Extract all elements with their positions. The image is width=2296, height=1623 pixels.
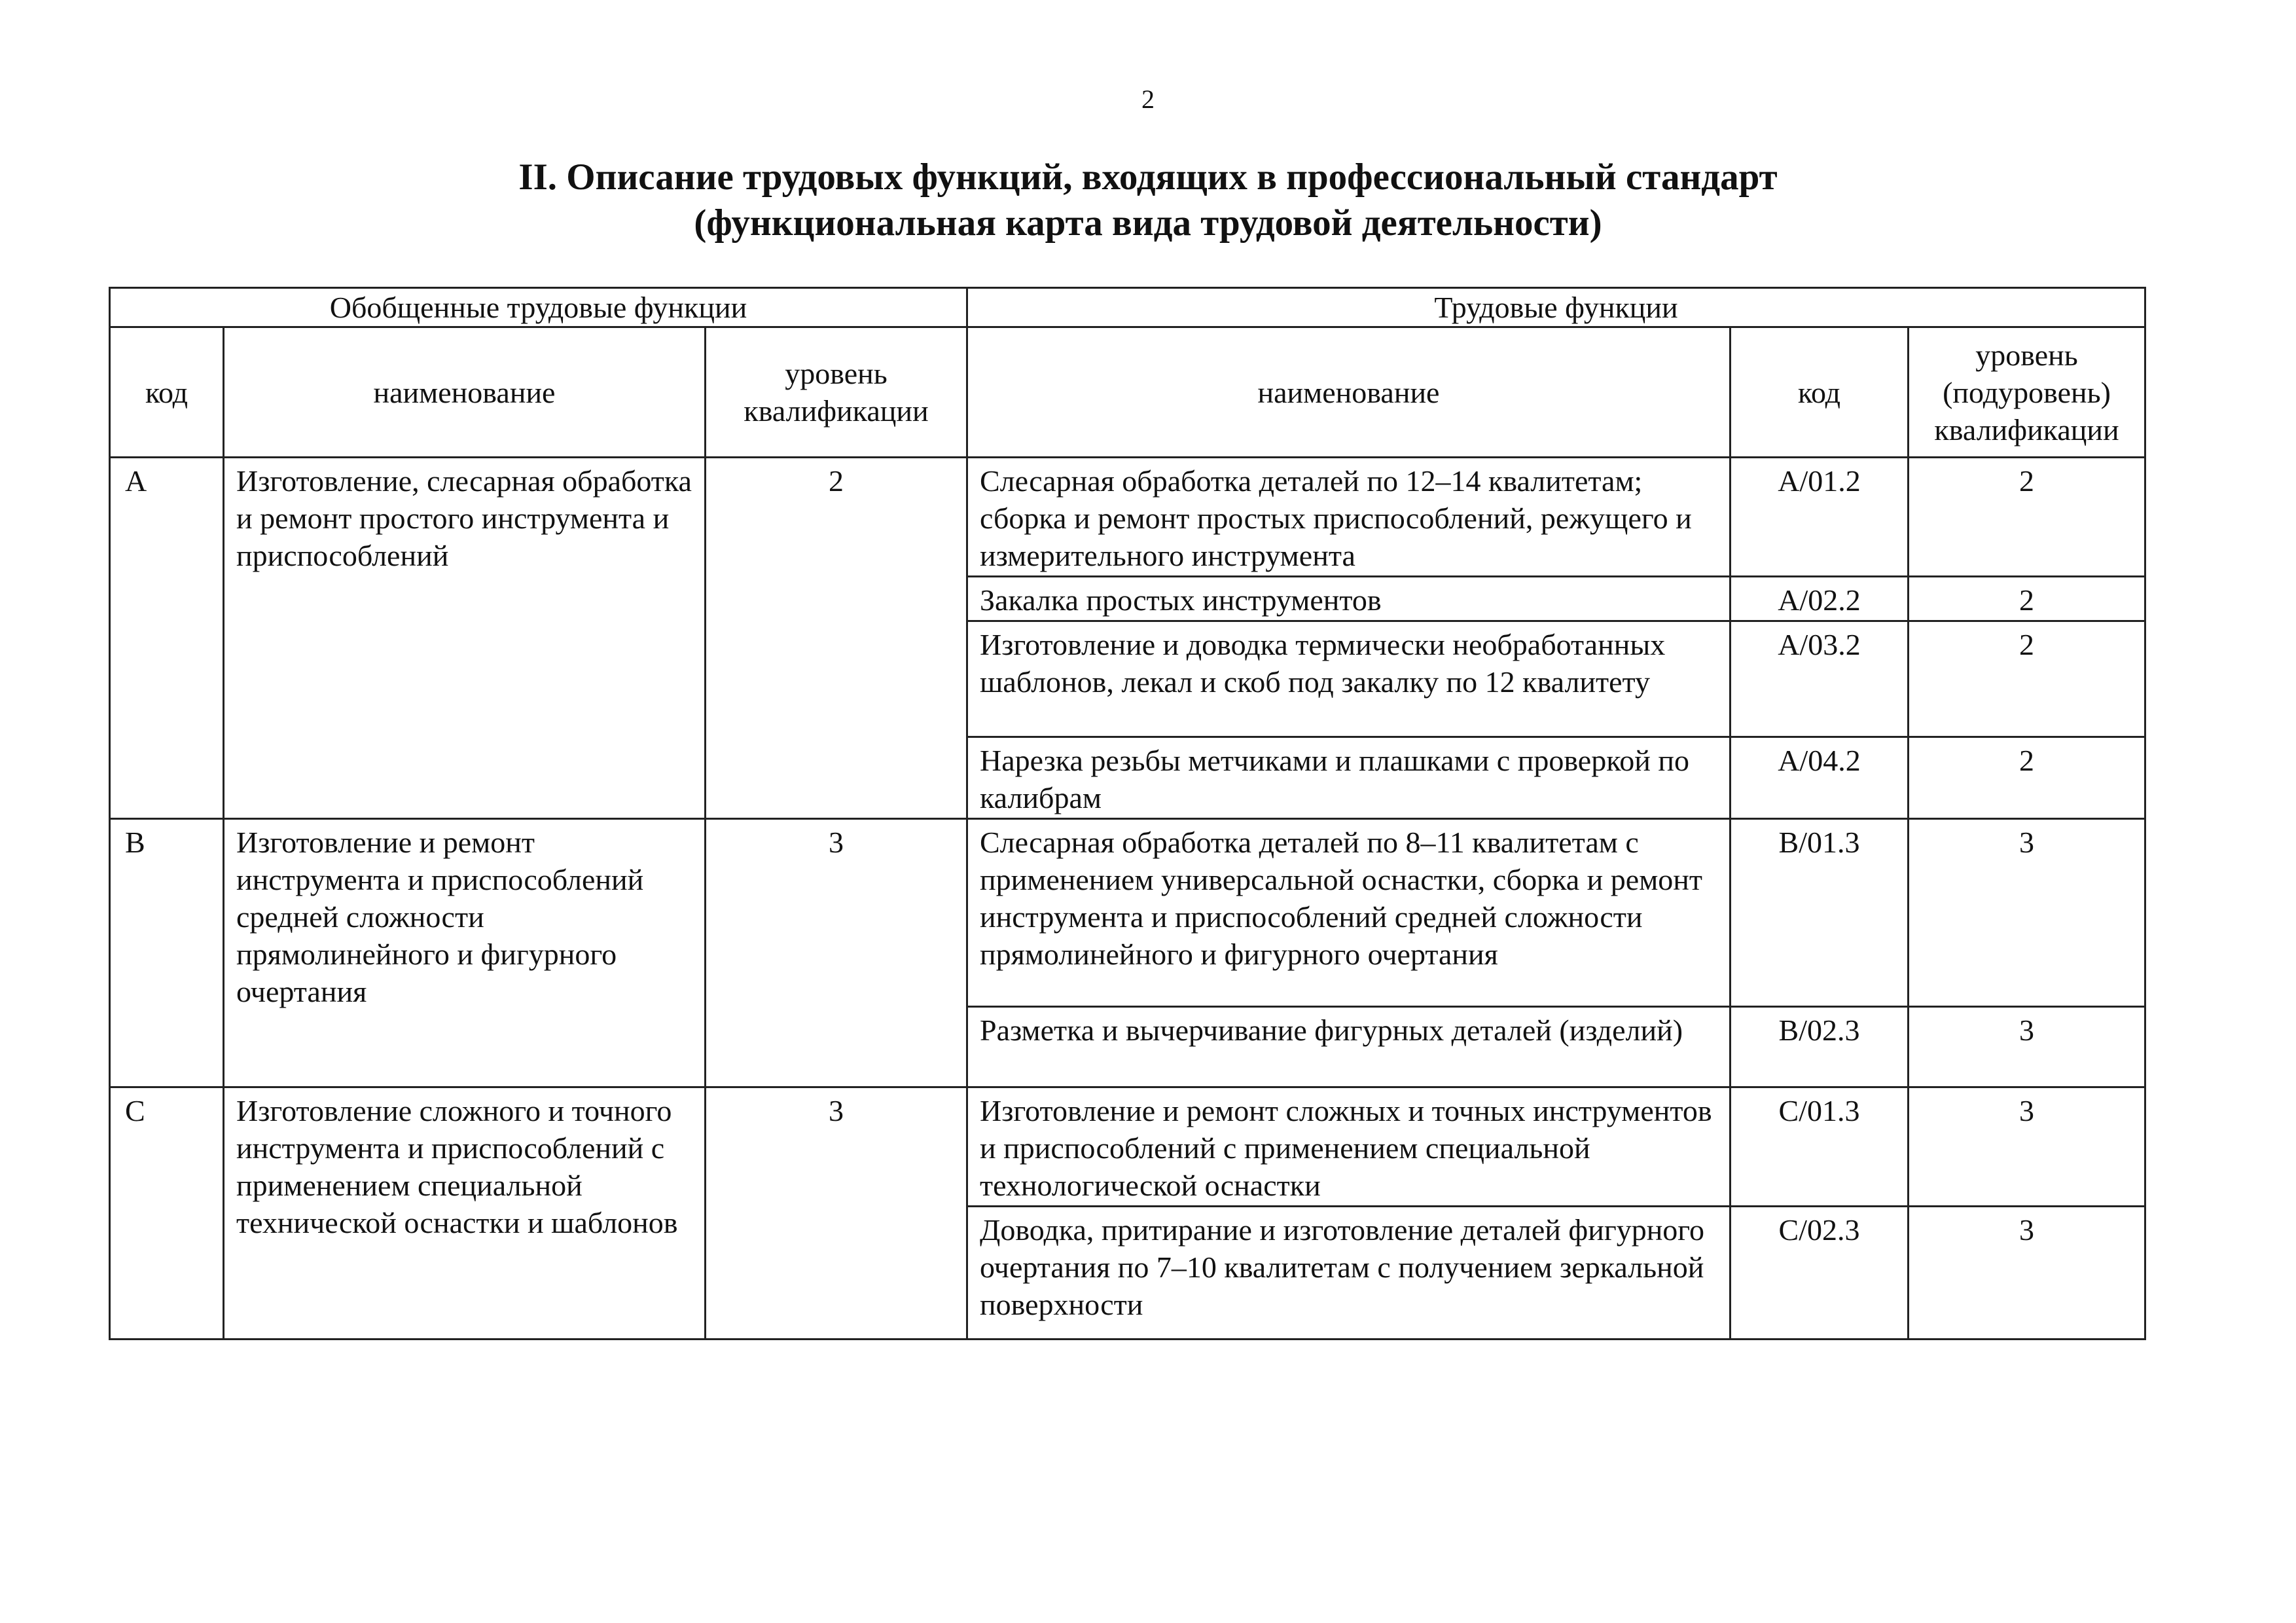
fn-code-a04: A/04.2 <box>1731 737 1909 819</box>
group-header-row <box>110 288 2145 327</box>
fn-level-a02: 2 <box>1909 577 2145 621</box>
gen-code-a: A <box>110 458 224 819</box>
gen-name-c: Изготовление сложного и точного инструмента и приспособлений с применением специальной технической оснастки и шаблонов <box>224 1087 706 1340</box>
col-header-fn-level: уровень (подуровень) квалификации <box>1909 327 2145 458</box>
col-header-fn-code: код <box>1731 327 1909 458</box>
table-row <box>110 1087 2145 1207</box>
labor-functions-header: Трудовые функции <box>967 288 2145 327</box>
fn-name-c02: Доводка, притирание и изготовление деталей фигурного очертания по 7–10 квалитетам с получением зеркальной поверхности <box>967 1207 1731 1340</box>
gen-level-c: 3 <box>706 1087 967 1340</box>
fn-code-a01: A/01.2 <box>1731 458 1909 577</box>
fn-code-a02: A/02.2 <box>1731 577 1909 621</box>
fn-name-a03: Изготовление и доводка термически необработанных шаблонов, лекал и скоб под закалку по 12 квалитету <box>967 621 1731 737</box>
functional-map-table <box>109 287 2146 1340</box>
gen-name-a: Изготовление, слесарная обработка и ремонт простого инструмента и приспособлений <box>224 458 706 819</box>
fn-code-a03: A/03.2 <box>1731 621 1909 737</box>
fn-level-a01: 2 <box>1909 458 2145 577</box>
fn-name-b02: Разметка и вычерчивание фигурных деталей (изделий) <box>967 1007 1731 1087</box>
col-header-gen-name: наименование <box>224 327 706 458</box>
fn-level-c01: 3 <box>1909 1087 2145 1207</box>
page-number: 2 <box>1141 84 1155 114</box>
fn-name-a04: Нарезка резьбы метчиками и плашками с проверкой по калибрам <box>967 737 1731 819</box>
gen-code-c: C <box>110 1087 224 1340</box>
gen-name-b: Изготовление и ремонт инструмента и приспособлений средней сложности прямолинейного и фигурного очертания <box>224 819 706 1087</box>
table-row <box>110 458 2145 577</box>
fn-code-c01: C/01.3 <box>1731 1087 1909 1207</box>
fn-name-a01: Слесарная обработка деталей по 12–14 квалитетам; сборка и ремонт простых приспособлений, режущего и измерительного инструмента <box>967 458 1731 577</box>
fn-level-b01: 3 <box>1909 819 2145 1007</box>
fn-name-c01: Изготовление и ремонт сложных и точных инструментов и приспособлений с применением специальной технологической оснастки <box>967 1087 1731 1207</box>
fn-code-c02: C/02.3 <box>1731 1207 1909 1340</box>
fn-level-a04: 2 <box>1909 737 2145 819</box>
column-header-row <box>110 327 2145 458</box>
fn-level-c02: 3 <box>1909 1207 2145 1340</box>
fn-level-b02: 3 <box>1909 1007 2145 1087</box>
fn-name-b01: Слесарная обработка деталей по 8–11 квалитетам с применением универсальной оснастки, сборка и ремонт инструмента и приспособлений средней сложности прямолинейного и фигурного очертания <box>967 819 1731 1007</box>
gen-code-b: B <box>110 819 224 1087</box>
section-title-line-1: II. Описание трудовых функций, входящих в профессиональный стандарт <box>518 156 1778 198</box>
table-row <box>110 819 2145 1007</box>
fn-name-a02: Закалка простых инструментов <box>967 577 1731 621</box>
section-title-line-2: (функциональная карта вида трудовой деятельности) <box>694 202 1602 244</box>
gen-level-a: 2 <box>706 458 967 819</box>
col-header-gen-code: код <box>110 327 224 458</box>
gen-level-b: 3 <box>706 819 967 1087</box>
generalized-functions-header: Обобщенные трудовые функции <box>110 288 967 327</box>
fn-code-b01: B/01.3 <box>1731 819 1909 1007</box>
fn-code-b02: B/02.3 <box>1731 1007 1909 1087</box>
col-header-fn-name: наименование <box>967 327 1731 458</box>
col-header-gen-level: уровень квалификации <box>706 327 967 458</box>
fn-level-a03: 2 <box>1909 621 2145 737</box>
section-title <box>0 155 2296 246</box>
